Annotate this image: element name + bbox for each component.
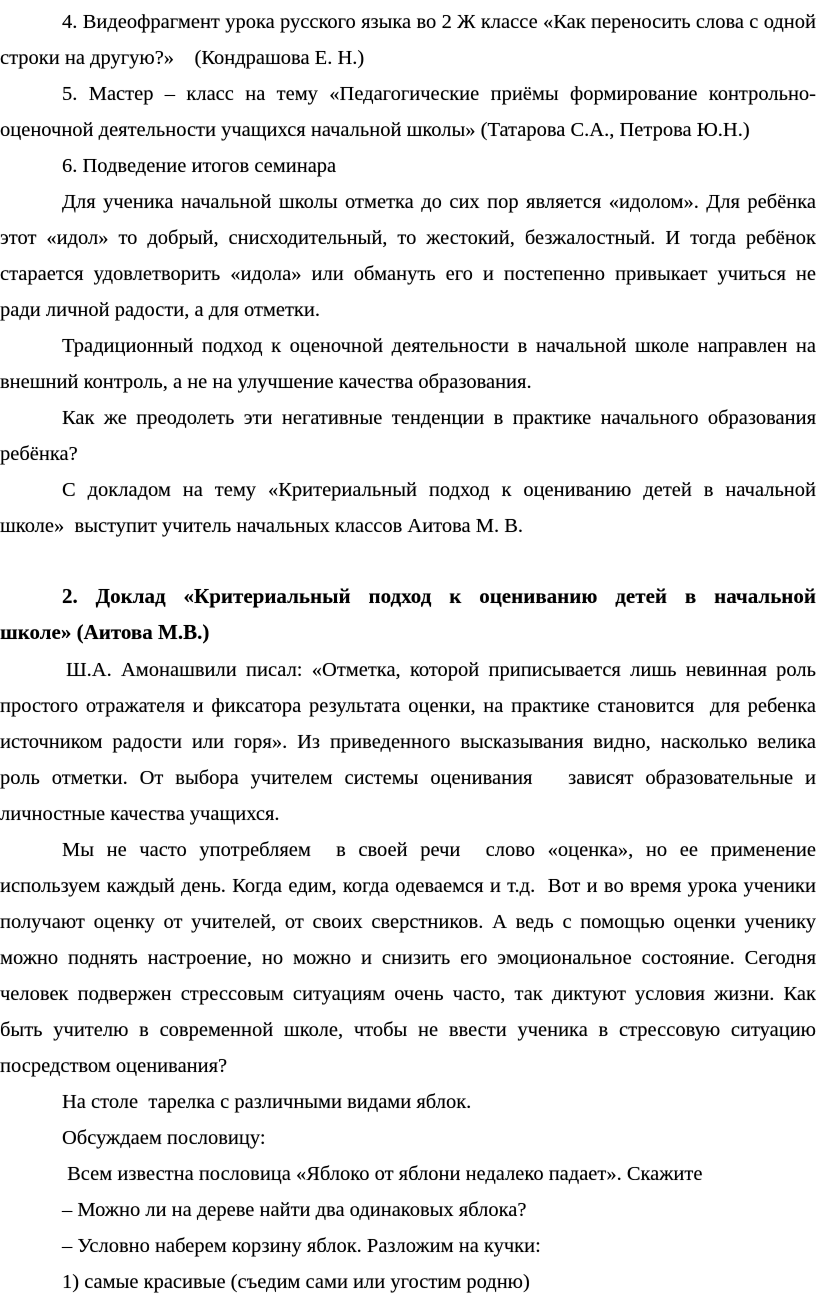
paragraph-line: ради личной радости, а для отметки. — [0, 299, 320, 321]
paragraph-line: Как же преодолеть эти негативные тенденции в практике начального образования — [62, 407, 816, 429]
section-heading-continuation: школе» (Аитова М.В.) — [0, 620, 210, 644]
paragraph-line: роль отметки. От выбора учителем системы оценивания зависят образовательные и — [0, 767, 816, 789]
paragraph-line: используем каждый день. Когда едим, когда одеваемся и т.д. Вот и во время урока ученики — [0, 875, 816, 897]
paragraph-line: человек подвержен стрессовым ситуациям очень часто, так диктуют условия жизни. Как — [0, 983, 816, 1005]
paragraph-line: Мы не часто употребляем в своей речи слово «оценка», но ее применение — [62, 839, 816, 861]
paragraph-line: Ш.А. Амонашвили писал: «Отметка, которой приписывается лишь невинная роль — [66, 659, 816, 681]
list-item-4-continuation: строки на другую?» (Кондрашова Е. Н.) — [0, 47, 365, 69]
dialogue-line: – Условно наберем корзину яблок. Разложим на кучки: — [62, 1235, 541, 1257]
paragraph-line: простого отражателя и фиксатора результата оценки, на практике становится для ребенка — [0, 695, 816, 717]
paragraph-line: этот «идол» то добрый, снисходительный, то жестокий, безжалостный. И тогда ребёнок — [0, 227, 816, 249]
paragraph-line: С докладом на тему «Критериальный подход к оцениванию детей в начальной — [62, 479, 816, 501]
paragraph-line: быть учителю в современной школе, чтобы не ввести ученика в стрессовую ситуацию — [0, 1019, 816, 1041]
paragraph-line: можно поднять настроение, но можно и снизить его эмоциональное состояние. Сегодня — [0, 947, 816, 969]
list-item-5-continuation: оценочной деятельности учащихся начальной школы» (Татарова С.А., Петрова Ю.Н.) — [0, 119, 750, 141]
paragraph-line: ребёнка? — [0, 443, 78, 465]
list-item-6: 6. Подведение итогов семинара — [62, 155, 337, 177]
paragraph-line: источником радости или горя». Из приведенного высказывания видно, насколько велика — [0, 731, 816, 753]
paragraph-line: школе» выступит учитель начальных классов Аитова М. В. — [0, 515, 524, 537]
list-item-5: 5. Мастер – класс на тему «Педагогические приёмы формирование контрольно- — [62, 83, 816, 105]
dialogue-line: – Можно ли на дереве найти два одинаковых яблока? — [62, 1199, 527, 1221]
numbered-item: 1) самые красивые (съедим сами или угостим родню) — [62, 1271, 530, 1293]
paragraph-line: получают оценку от учителей, от своих сверстников. А ведь с помощью оценки ученику — [0, 911, 816, 933]
paragraph-line: Всем известна пословица «Яблоко от яблони недалеко падает». Скажите — [62, 1163, 703, 1185]
paragraph-line: внешний контроль, а не на улучшение качества образования. — [0, 371, 532, 393]
paragraph-line: Обсуждаем пословицу: — [62, 1127, 266, 1149]
section-heading: 2. Доклад «Критериальный подход к оцениванию детей в начальной — [62, 584, 816, 608]
paragraph-line: личностные качества учащихся. — [0, 803, 280, 825]
paragraph-line: На столе тарелка с различными видами яблок. — [62, 1091, 472, 1113]
paragraph-line: Традиционный подход к оценочной деятельности в начальной школе направлен на — [62, 335, 816, 357]
paragraph-line: посредством оценивания? — [0, 1055, 228, 1077]
paragraph-line: Для ученика начальной школы отметка до сих пор является «идолом». Для ребёнка — [62, 191, 816, 213]
paragraph-line: старается удовлетворить «идола» или обмануть его и постепенно привыкает учиться не — [0, 263, 816, 285]
list-item-4: 4. Видеофрагмент урока русского языка во 2 Ж классе «Как переносить слова с одной — [62, 11, 816, 33]
